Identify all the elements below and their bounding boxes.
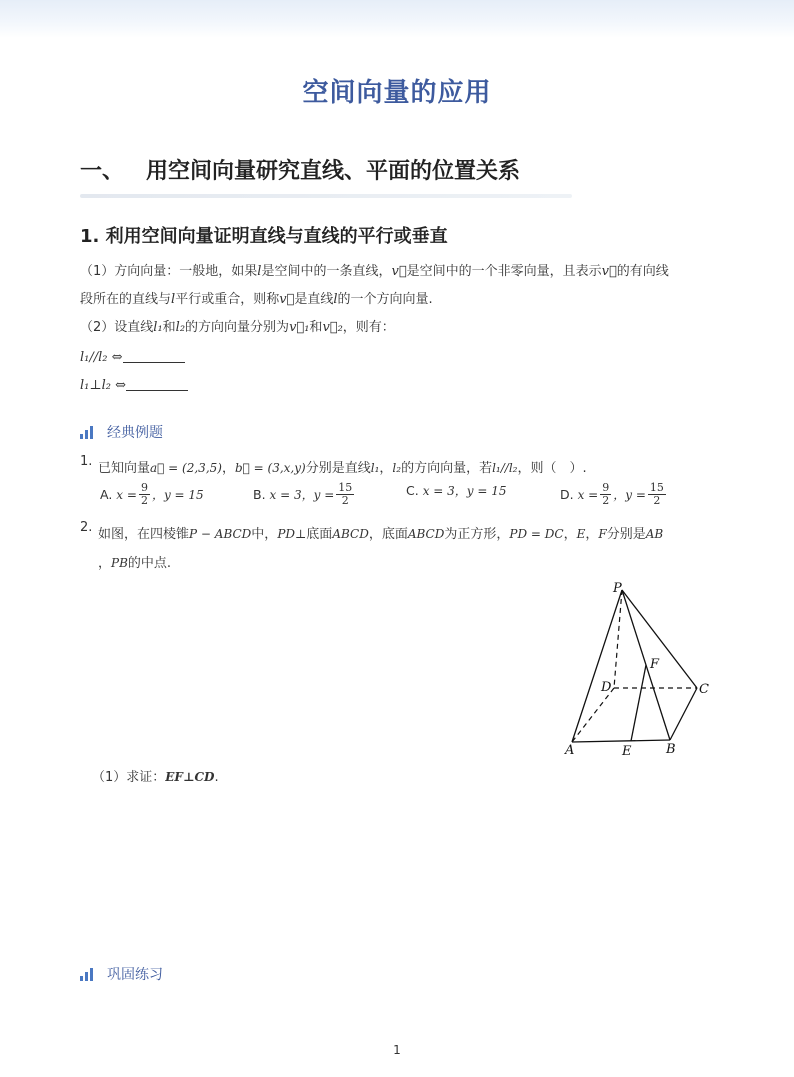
segment-ef [631,665,646,741]
question-text [98,520,738,578]
def-text: 是空间中的一条直线， [261,264,392,279]
option-d[interactable] [560,482,668,507]
q-math: P − ABCD [189,527,252,541]
denominator: 2 [140,494,148,507]
q-text: ， [585,527,599,542]
label-b: B [666,742,676,757]
q-math: AB [645,527,664,541]
question-2-part-1 [92,766,492,786]
label-c: C [699,682,709,697]
section-number: 一、 [80,159,125,184]
label-e: E [622,744,632,759]
label-a: A [565,743,575,758]
q-text: 分别是直线 [305,461,371,476]
fraction [336,482,354,507]
bar-chart-icon [80,967,98,981]
q-math: l₁ [370,461,380,475]
question-number: 1. [80,454,93,469]
q-math: F [598,527,607,541]
def-text: 是空间中的一个非零向量，且表示 [406,264,602,279]
def-math: v⃗ [391,264,407,279]
q-math: ABCD [407,527,445,541]
q-math: ABCD [332,527,369,541]
q-text: 的中点. [127,556,172,571]
def-math: l₁ [153,320,163,335]
q-text: ， [563,527,577,542]
q-math: E [576,527,586,541]
def-text: ，则有： [342,320,395,335]
def-text: 和 [162,320,176,335]
def-text: 和 [309,320,323,335]
q-text: 已知向量 [98,461,151,476]
numerator: 15 [649,481,664,494]
option-math: ，y = 15 [454,484,507,498]
option-math: ，y = [301,488,335,502]
option-label: D. [560,487,574,502]
question-text [98,454,738,483]
question-1 [80,454,760,482]
practice-label: 巩固练习 [107,967,163,983]
parallel-formula: l₁//l₂ ⇔ [80,350,123,365]
def-text: 是直线 [294,292,334,307]
q-math: PD⊥ [277,527,307,541]
perpendicular-condition [80,372,720,400]
option-b[interactable] [253,482,356,507]
def-text: 段所在的直线与 [80,292,172,307]
denominator: 2 [602,494,610,507]
part-text: . [214,770,219,785]
denominator: 2 [341,494,349,507]
subsection-heading: 1. 利用空间向量证明直线与直线的平行或垂直 [80,226,448,247]
q-math: l₁//l₂ [492,461,518,475]
fraction [139,482,150,507]
numerator: 9 [602,481,610,494]
def-text: 的一个方向向量. [337,292,433,307]
edge-ab [572,740,670,742]
question-2 [80,520,760,576]
q-text: 的方向向量，若 [401,461,493,476]
def-math: l [257,264,262,279]
edge-pd-hidden [614,590,622,688]
section-underline [80,194,572,198]
option-label: B. [253,487,266,502]
option-math: ，y = 15 [151,488,204,502]
option-a[interactable] [100,482,204,507]
option-label: C. [406,483,419,498]
option-math: x = [116,487,137,502]
fraction [648,482,666,507]
def-math: l [333,292,338,307]
def-math: l [171,292,176,307]
def-text: 的方向向量分别为 [185,320,290,335]
fraction [600,482,611,507]
q-text: ， [221,461,235,476]
parallel-condition [80,344,720,372]
def-text: 平行或重合，则称 [175,292,280,307]
option-math: ，y = [613,488,646,502]
practice-section-header [80,964,163,984]
page-header-band [0,0,794,38]
denominator: 2 [653,494,661,507]
perpendicular-formula: l₁⊥l₂ ⇔ [80,378,126,393]
numerator: 15 [338,481,353,494]
q-text: ， [379,461,393,476]
q-math: l₂ [392,461,402,475]
q-math: PB [111,556,128,570]
examples-section-header [80,422,163,442]
option-c[interactable] [406,482,507,499]
def-math: v⃗₂ [322,320,343,335]
def-text: （2）设直线 [80,320,154,335]
label-d: D [601,680,612,695]
edge-pa [572,590,622,742]
edge-bc [670,688,697,740]
question-number: 2. [80,520,93,535]
q-text: 中， [251,527,278,542]
option-math: x = [577,487,599,502]
def-text: 的有向线 [616,264,669,279]
def-math: v⃗ [279,292,295,307]
examples-label: 经典例题 [107,425,163,441]
q-text: ，则（ ）. [517,461,587,476]
q-text: 如图，在四棱锥 [98,527,190,542]
label-f: F [650,657,660,672]
q-math: b⃗ = (3,x,y) [234,461,306,475]
answer-blank[interactable] [123,348,185,363]
q-text: 分别是 [606,527,646,542]
q-text: 为正方形， [444,527,510,542]
q-text: 底面 [306,527,333,542]
edge-pc [622,590,697,688]
definition-paragraph-1 [80,258,720,342]
def-math: v⃗₁ [289,320,310,335]
q-math: PD = DC [509,527,564,541]
edge-da-hidden [572,688,614,742]
def-math: l₂ [175,320,186,335]
pyramid-figure [560,576,720,760]
q-text: ，底面 [368,527,408,542]
option-math: x = 3 [269,487,302,502]
page-title: 空间向量的应用 [302,78,492,108]
option-label: A. [100,487,113,502]
answer-blank[interactable] [126,376,188,391]
section-heading [80,154,520,185]
q-text: ， [98,556,112,571]
q-math: a⃗ = (2,3,5) [150,461,222,475]
def-math: v⃗ [601,264,617,279]
numerator: 9 [140,481,148,494]
part-math: EF⊥CD [165,770,215,784]
def-text: （1）方向向量：一般地，如果 [80,264,258,279]
question-1-options [100,482,700,512]
part-label: （1）求证： [92,770,166,785]
option-math: x = 3 [422,483,455,498]
bar-chart-icon [80,425,98,439]
section-title: 用空间向量研究直线、平面的位置关系 [146,159,521,184]
label-p: P [613,581,622,596]
page-number: 1 [393,1043,401,1057]
